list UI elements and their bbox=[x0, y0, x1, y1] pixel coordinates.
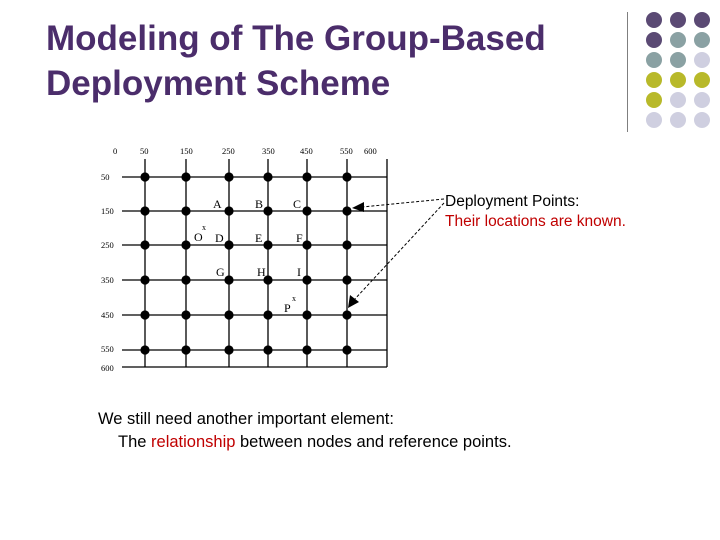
deployment-point-dot bbox=[302, 172, 311, 181]
deployment-point-label: B bbox=[255, 197, 264, 211]
deployment-point-dot bbox=[263, 172, 272, 181]
deployment-point-dot bbox=[181, 172, 190, 181]
deployment-point-dot bbox=[302, 310, 311, 319]
deployment-point-dot bbox=[140, 275, 149, 284]
node-label: O bbox=[194, 230, 203, 244]
deployment-point-dot bbox=[224, 345, 233, 354]
deployment-point-dot bbox=[263, 240, 272, 249]
deployment-point-label: D bbox=[215, 231, 224, 245]
node-position-marker: x bbox=[292, 294, 296, 303]
deployment-point-dot bbox=[224, 206, 233, 215]
top-axis-tick-label: 250 bbox=[222, 146, 235, 156]
deployment-point-label: G bbox=[216, 265, 225, 279]
deployment-point-label: I bbox=[297, 265, 301, 279]
note-line-2 bbox=[98, 431, 512, 454]
left-axis-tick-label: 600 bbox=[101, 363, 114, 373]
deployment-point-dot bbox=[181, 275, 190, 284]
deployment-point-dot bbox=[263, 310, 272, 319]
deployment-point-dot bbox=[224, 310, 233, 319]
deployment-point-dot bbox=[342, 310, 351, 319]
deployment-point-dot bbox=[224, 240, 233, 249]
deployment-point-label: A bbox=[213, 197, 222, 211]
left-axis-tick-label: 550 bbox=[101, 344, 114, 354]
deployment-point-dot bbox=[302, 206, 311, 215]
deployment-points-callout bbox=[445, 192, 626, 232]
deployment-point-dot bbox=[140, 240, 149, 249]
deployment-point-dot bbox=[263, 206, 272, 215]
deployment-point-label: C bbox=[293, 197, 302, 211]
deployment-point-dot bbox=[224, 275, 233, 284]
deployment-point-dot bbox=[342, 345, 351, 354]
title-line-2: Deployment Scheme bbox=[46, 64, 391, 103]
note-line-1: We still need another important element: bbox=[98, 410, 394, 428]
deployment-point-label: E bbox=[255, 231, 263, 245]
deployment-point-dot bbox=[140, 310, 149, 319]
title-line-1: Modeling of The Group-Based bbox=[46, 19, 546, 58]
deployment-point-dot bbox=[302, 240, 311, 249]
top-axis-tick-label: 150 bbox=[180, 146, 193, 156]
deployment-point-dot bbox=[140, 345, 149, 354]
deployment-point-dot bbox=[342, 275, 351, 284]
top-axis-tick-label: 0 bbox=[113, 146, 118, 156]
top-axis-tick-label: 350 bbox=[262, 146, 275, 156]
left-axis-tick-label: 250 bbox=[101, 240, 114, 250]
note-suffix: between nodes and reference points. bbox=[235, 433, 512, 451]
note-prefix: The bbox=[118, 433, 152, 451]
deployment-point-dot bbox=[342, 172, 351, 181]
deployment-point-dot bbox=[263, 345, 272, 354]
callout-arrow bbox=[354, 203, 444, 300]
callout-detail: Their locations are known. bbox=[445, 213, 626, 230]
left-axis-tick-label: 350 bbox=[101, 275, 114, 285]
deployment-point-dot bbox=[181, 345, 190, 354]
deployment-point-label: F bbox=[296, 231, 303, 245]
callout-arrow bbox=[362, 199, 444, 207]
top-axis-tick-label: 50 bbox=[140, 146, 149, 156]
top-axis-tick-label: 550 bbox=[340, 146, 353, 156]
deployment-point-dot bbox=[181, 206, 190, 215]
deployment-point-dot bbox=[140, 172, 149, 181]
deployment-point-dot bbox=[302, 275, 311, 284]
left-axis-tick-label: 150 bbox=[101, 206, 114, 216]
node-label: P bbox=[284, 301, 291, 315]
deployment-point-dot bbox=[181, 310, 190, 319]
deployment-point-dot bbox=[342, 240, 351, 249]
deployment-point-dot bbox=[181, 240, 190, 249]
callout-heading: Deployment Points: bbox=[445, 193, 580, 210]
deployment-point-dot bbox=[224, 172, 233, 181]
deployment-point-label: H bbox=[257, 265, 266, 279]
left-axis-tick-label: 50 bbox=[101, 172, 110, 182]
top-axis-tick-label: 450 bbox=[300, 146, 313, 156]
top-axis-tick-label: 600 bbox=[364, 146, 377, 156]
note-text bbox=[98, 408, 512, 454]
left-axis-tick-label: 450 bbox=[101, 310, 114, 320]
deployment-point-dot bbox=[342, 206, 351, 215]
deployment-point-dot bbox=[140, 206, 149, 215]
node-position-marker: x bbox=[202, 223, 206, 232]
deployment-point-dot bbox=[302, 345, 311, 354]
note-highlight: relationship bbox=[151, 433, 236, 451]
